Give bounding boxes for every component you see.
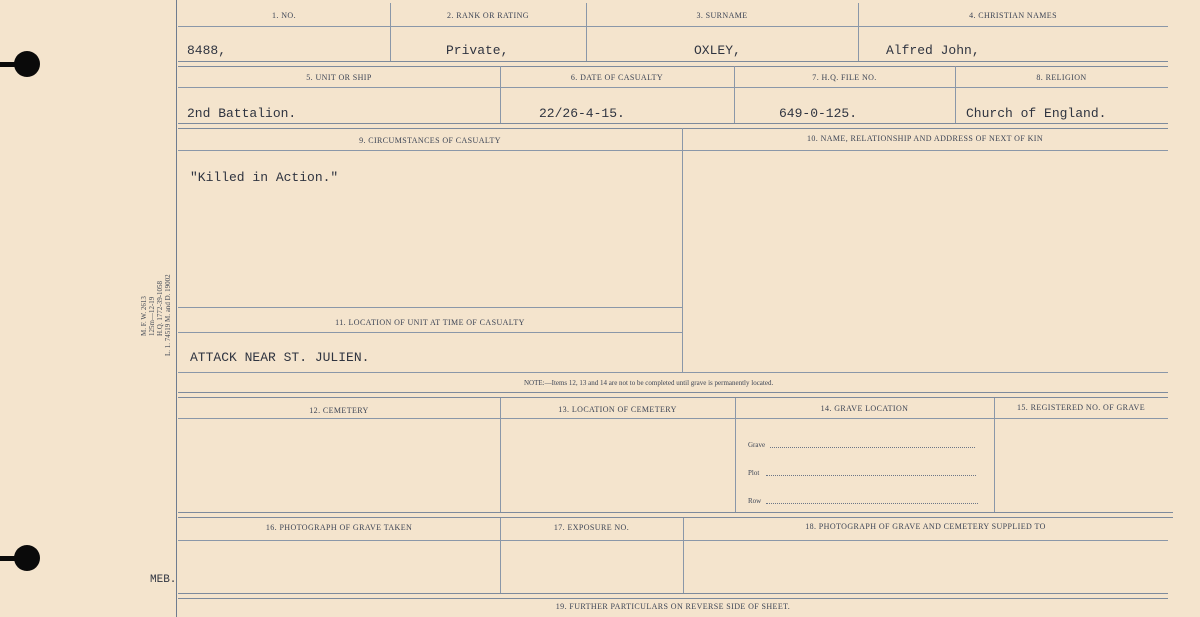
label-further: 19. FURTHER PARTICULARS ON REVERSE SIDE OF SHEET.	[555, 602, 791, 611]
grave-field-label: Grave	[748, 441, 766, 449]
label-exposure: 17. EXPOSURE NO.	[553, 523, 630, 532]
label-grave-location: 14. GRAVE LOCATION	[820, 404, 909, 413]
label-registered-no: 15. REGISTERED NO. OF GRAVE	[1017, 403, 1145, 412]
row-field-label: Row	[748, 497, 762, 505]
label-religion: 8. RELIGION	[1036, 73, 1087, 82]
row5-div-1	[500, 398, 501, 513]
plot-field-line	[766, 474, 976, 476]
value-religion: Church of England.	[966, 106, 1107, 121]
section3-top-rule	[178, 512, 1173, 518]
initials: MEB.	[150, 574, 177, 586]
label-no: 1. NO.	[272, 11, 296, 20]
label-date-casualty: 6. DATE OF CASUALTY	[570, 73, 664, 82]
value-hq-file: 649-0-125.	[779, 106, 858, 121]
value-unit: 2nd Battalion.	[187, 106, 297, 121]
label-rank: 2. RANK OR RATING	[447, 11, 529, 20]
row5-div-3	[994, 398, 995, 513]
row2-label-line	[178, 87, 1168, 88]
label-location-unit: 11. LOCATION OF UNIT AT TIME OF CASUALTY	[335, 318, 525, 327]
row2-bottom-rule	[178, 123, 1168, 129]
section4-top-rule	[178, 593, 1168, 599]
label-photo-supplied: 18. PHOTOGRAPH OF GRAVE AND CEMETERY SUPPLIED TO	[805, 522, 1046, 531]
row6-label-line	[178, 540, 1168, 541]
label-location-cemetery: 13. LOCATION OF CEMETERY	[558, 405, 677, 414]
value-circumstances: "Killed in Action."	[190, 170, 339, 185]
row5-label-line	[178, 418, 1168, 419]
label-christian-names: 4. CHRISTIAN NAMES	[969, 11, 1057, 20]
plot-field-label: Plot	[748, 469, 760, 477]
block-bottom-line	[178, 372, 1168, 373]
side-print-2: 125m—12-19	[148, 296, 156, 336]
row3-label-line	[178, 150, 1168, 151]
value-christian-names: Alfred John,	[886, 43, 980, 58]
label-photo-taken: 16. PHOTOGRAPH OF GRAVE TAKEN	[265, 523, 413, 532]
punch-hole-top-stem	[0, 62, 20, 67]
value-date-casualty: 22/26-4-15.	[539, 106, 625, 121]
label-next-of-kin: 10. NAME, RELATIONSHIP AND ADDRESS OF NEXT OF KIN	[806, 134, 1044, 143]
row4-top-line	[178, 307, 682, 308]
value-location-unit: ATTACK NEAR ST. JULIEN.	[190, 350, 370, 365]
punch-hole-bottom-stem	[0, 556, 20, 561]
row1-label-line	[178, 26, 1168, 27]
value-rank: Private,	[446, 43, 509, 58]
row5-div-2	[735, 398, 736, 513]
form-left-border	[176, 0, 177, 617]
row3-div	[682, 128, 683, 372]
side-print-1: M. F. W. 2613	[140, 296, 148, 336]
row-field-line	[766, 502, 978, 504]
row1-bottom-rule	[178, 61, 1168, 67]
label-unit: 5. UNIT OR SHIP	[306, 73, 372, 82]
row4-label-line	[178, 332, 682, 333]
label-circumstances: 9. CIRCUMSTANCES OF CASUALTY	[359, 136, 501, 145]
grave-field-line	[770, 446, 975, 448]
label-cemetery: 12. CEMETERY	[309, 406, 369, 415]
label-surname: 3. SURNAME	[696, 11, 748, 20]
section2-top-rule	[178, 392, 1168, 398]
label-hq-file: 7. H.Q. FILE NO.	[812, 73, 877, 82]
note-text: NOTE:—Items 12, 13 and 14 are not to be completed until grave is permanently located.	[524, 379, 774, 387]
value-no: 8488,	[187, 43, 227, 58]
side-print-3: H.Q. 1772-39-1058	[156, 280, 164, 336]
value-surname: OXLEY,	[694, 43, 741, 58]
side-print-4: L. 1. 74519 M. and D. 19002	[164, 274, 172, 356]
